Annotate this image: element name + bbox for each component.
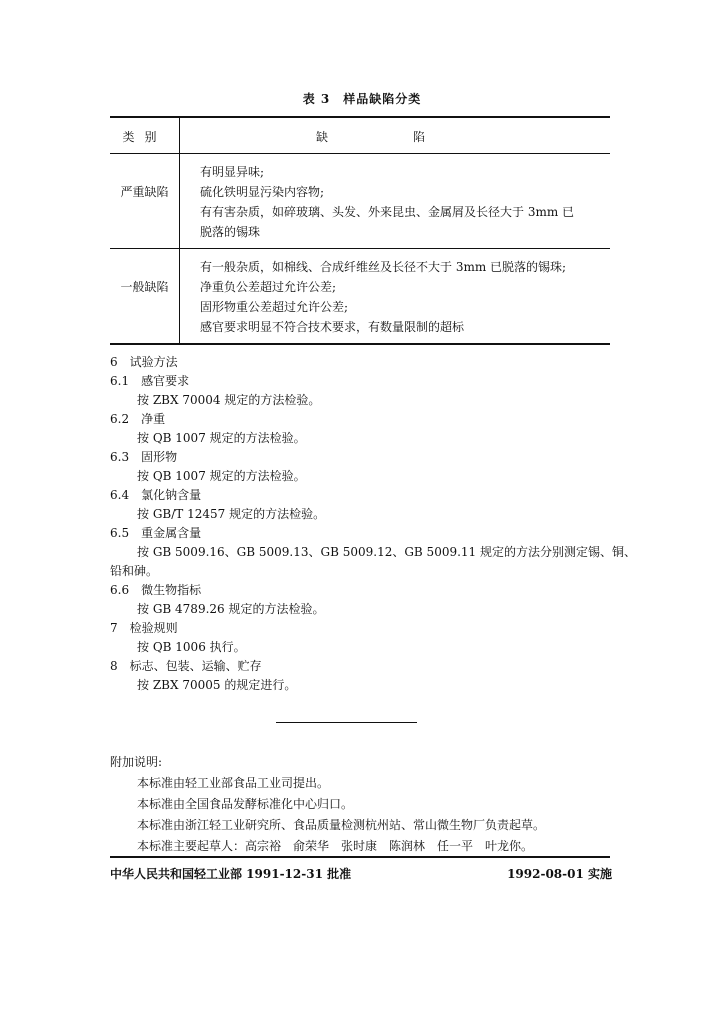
footer-rule [110,856,610,858]
section-text: 按 QB 1006 执行。 [137,640,246,654]
section-text: 按 GB 5009.16、GB 5009.13、GB 5009.12、GB 5009.11 规定的方法分别测定锡、铜、 [137,545,636,559]
table-item: 净重负公差超过允许公差; [200,280,337,294]
section-heading: 6.5 重金属含量 [110,526,202,540]
table-item: 硫化铁明显污染内容物; [200,185,325,199]
section-text: 按 GB/T 12457 规定的方法检验。 [137,507,326,521]
section-text: 按 QB 1007 规定的方法检验。 [137,431,306,445]
table-item: 有明显异味; [200,165,265,179]
section-heading: 6.3 固形物 [110,450,178,464]
section-heading: 6 试验方法 [110,355,178,369]
table-header-rule [110,153,610,154]
table-row-category: 一般缺陷 [120,280,169,294]
approval-date: 中华人民共和国轻工业部 1991-12-31 批准 [110,867,352,881]
notes-title: 附加说明: [110,755,163,769]
table-item: 有有害杂质，如碎玻璃、头发、外来昆虫、金属屑及长径大于 3mm 已 [200,205,575,219]
table-item: 有一般杂质，如棉线、合成纤维丝及长径不大于 3mm 已脱落的锡珠; [200,260,567,274]
section-text: 按 ZBX 70005 的规定进行。 [137,678,297,692]
notes-line: 本标准主要起草人：高宗裕 俞荣华 张时康 陈润林 任一平 叶龙你。 [137,839,534,853]
table-column-divider [179,118,180,343]
table-row-items [200,257,566,337]
section-heading: 6.4 氯化钠含量 [110,488,202,502]
section-heading: 7 检验规则 [110,621,178,635]
table-row-items [200,162,574,242]
table-top-rule [110,116,610,118]
table-row-divider [110,248,610,249]
section-heading: 6.2 净重 [110,412,166,426]
section-text: 按 QB 1007 规定的方法检验。 [137,469,306,483]
section-text: 按 ZBX 70004 规定的方法检验。 [137,393,321,407]
table-header-defect-right: 陷 [413,130,426,144]
notes-line: 本标准由全国食品发酵标准化中心归口。 [137,797,354,811]
body-sections [110,353,636,695]
section-text: 铅和砷。 [110,564,159,578]
end-separator-line [276,722,417,723]
table-bottom-rule [110,343,610,345]
section-heading: 6.6 微生物指标 [110,583,202,597]
section-heading: 6.1 感官要求 [110,374,190,388]
table-item: 脱落的锡珠 [200,225,261,239]
table-item: 感官要求明显不符合技术要求，有数量限制的超标 [200,320,465,334]
table-title: 表 3 样品缺陷分类 [302,92,422,106]
section-heading: 8 标志、包装、运输、贮存 [110,659,262,673]
implementation-date: 1992-08-01 实施 [507,867,612,881]
notes-line: 本标准由轻工业部食品工业司提出。 [137,776,330,790]
section-text: 按 GB 4789.26 规定的方法检验。 [137,602,325,616]
additional-notes [110,752,614,857]
table-header-category: 类别 [122,130,167,144]
notes-line: 本标准由浙江轻工业研究所、食品质量检测杭州站、常山微生物厂负责起草。 [137,818,546,832]
table-item: 固形物重公差超过允许公差; [200,300,349,314]
table-header-defect-left: 缺 [316,130,329,144]
table-row-category: 严重缺陷 [120,185,169,199]
